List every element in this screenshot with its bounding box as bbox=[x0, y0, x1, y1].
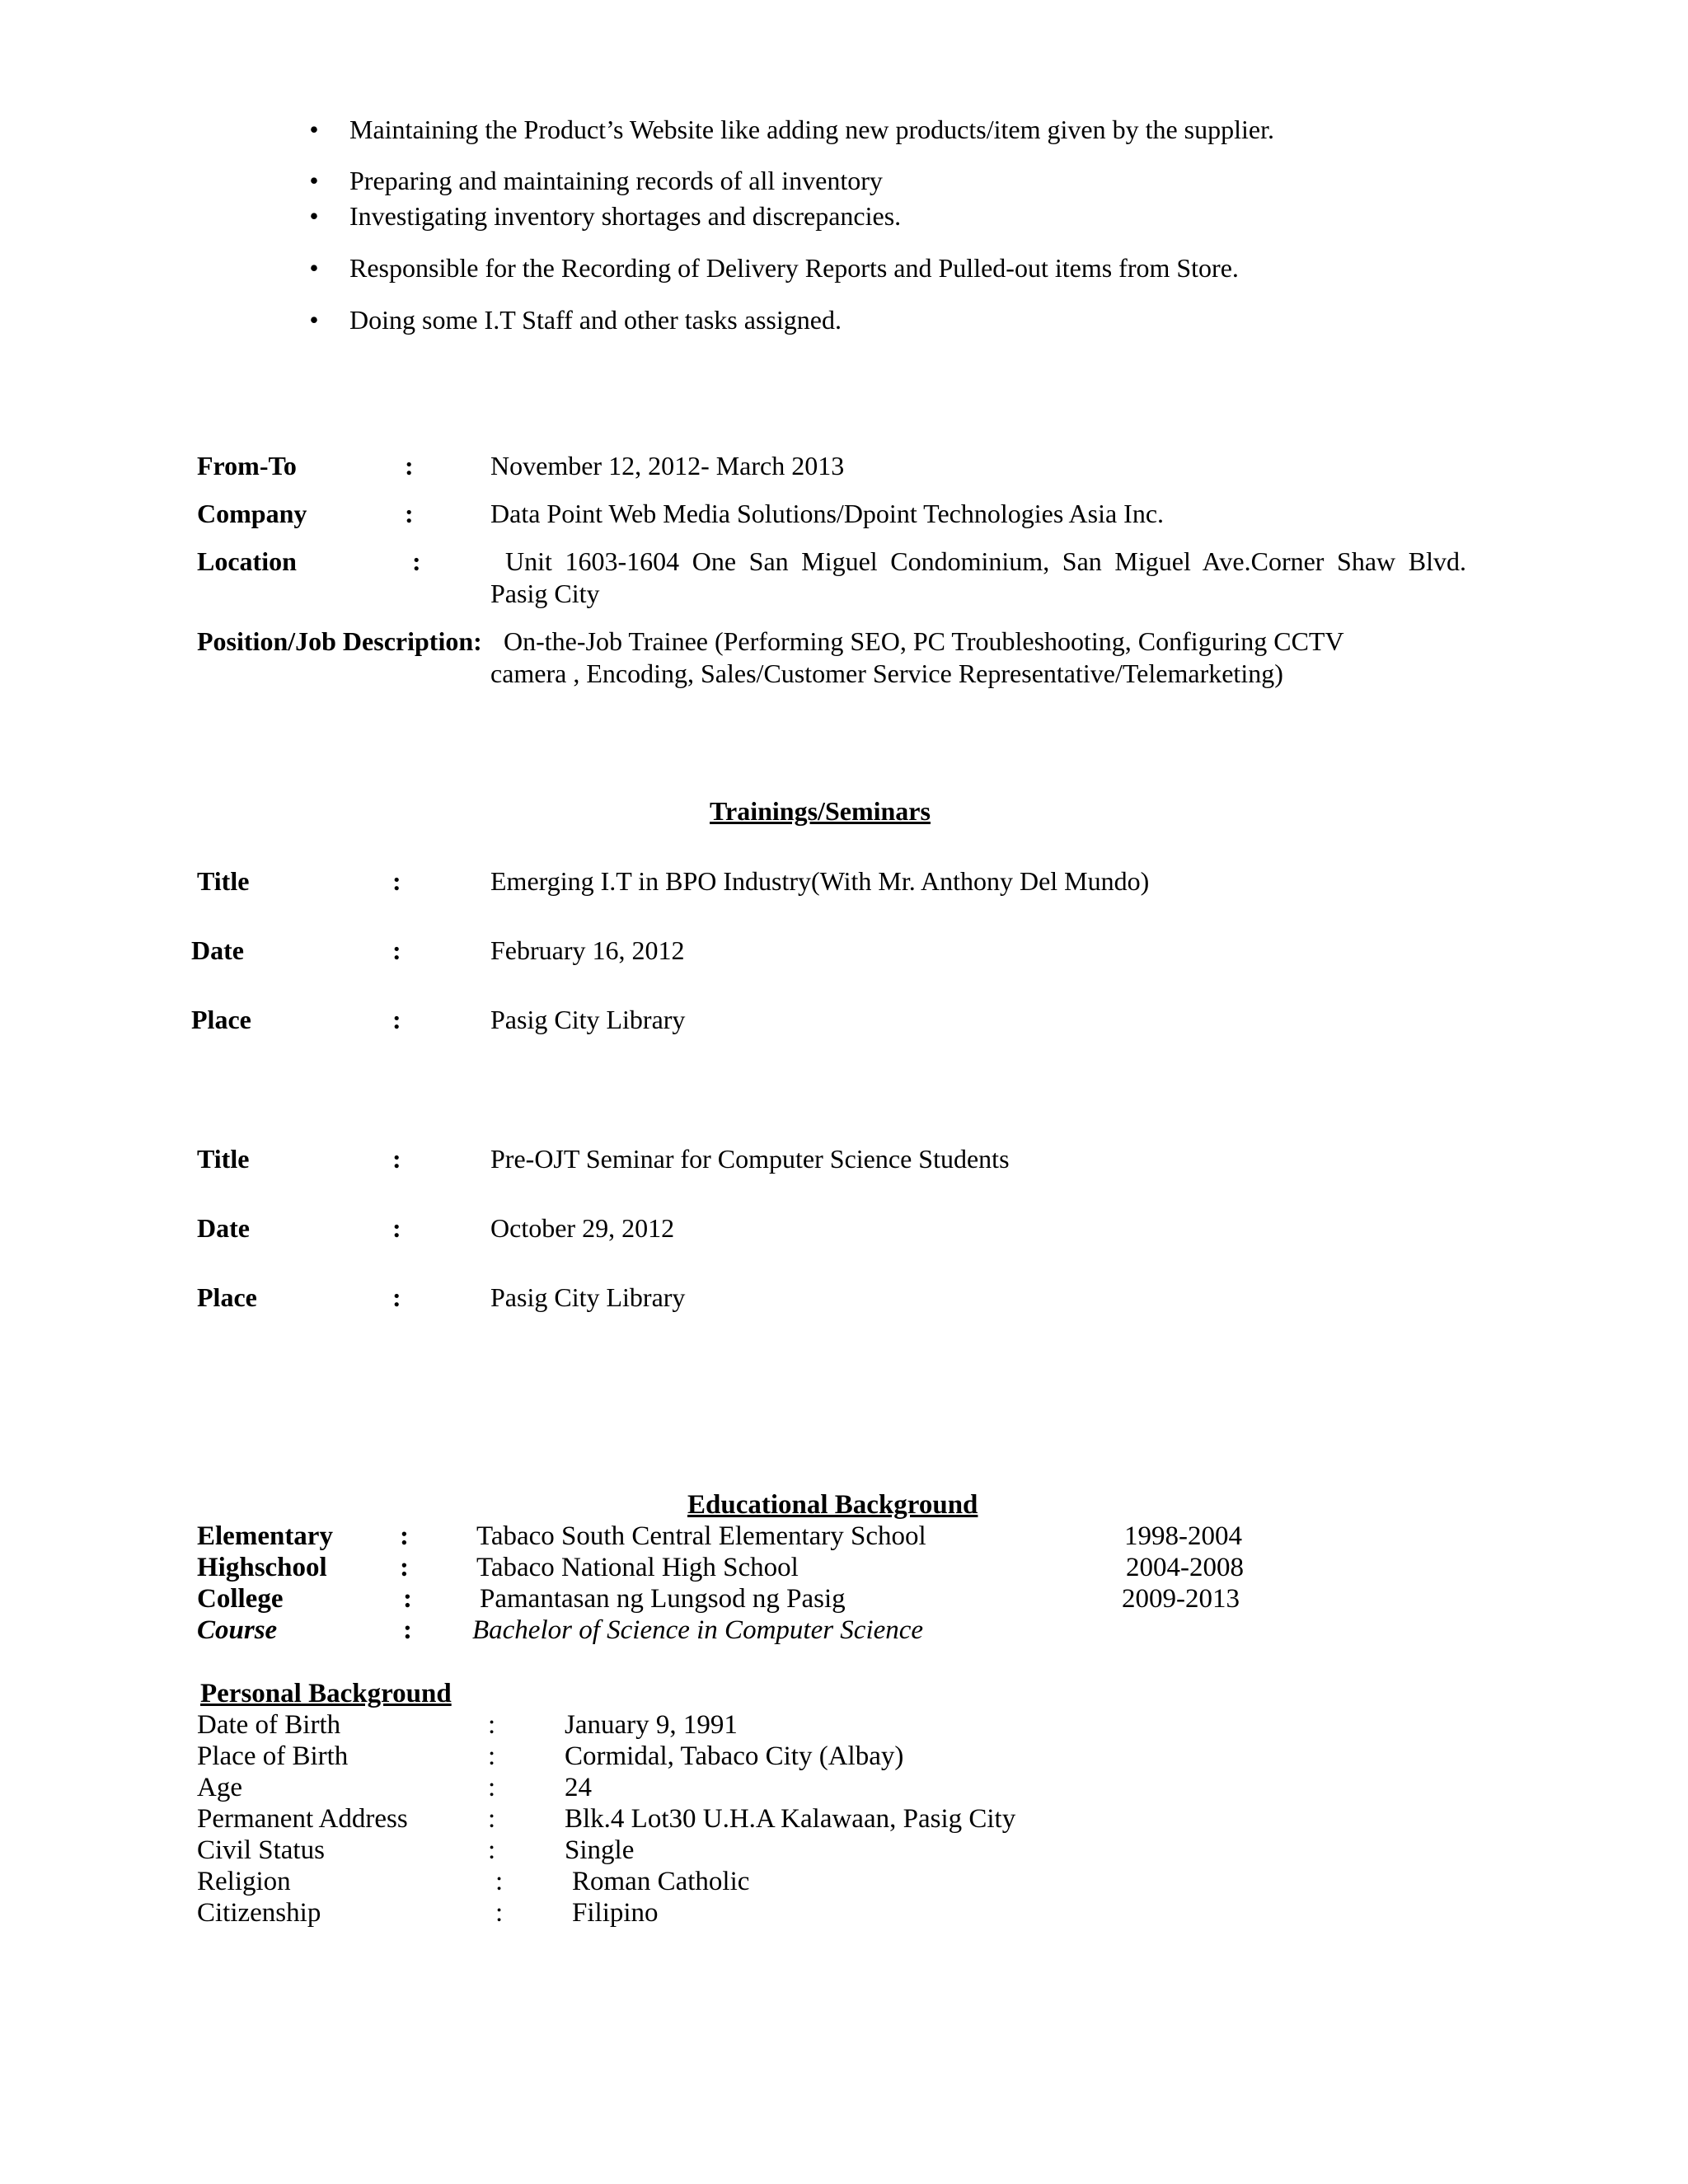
school-years: 2004-2008 bbox=[1126, 1553, 1244, 1582]
education-label: Elementary bbox=[197, 1521, 333, 1551]
position-label: Position/Job Description: bbox=[197, 626, 482, 656]
colon: : bbox=[400, 1521, 409, 1551]
personal-value: 24 bbox=[565, 1773, 592, 1802]
duty-text: Investigating inventory shortages and discrepancies. bbox=[349, 201, 902, 231]
training-place-label: Place bbox=[197, 1282, 257, 1312]
training-title-label: Title bbox=[197, 1144, 250, 1174]
colon: : bbox=[405, 499, 414, 528]
colon: : bbox=[405, 451, 414, 480]
duty-text: Maintaining the Product’s Website like adding new products/item given by the supplier. bbox=[349, 115, 1274, 144]
school-name: Tabaco South Central Elementary School bbox=[476, 1521, 926, 1551]
colon: : bbox=[392, 935, 401, 965]
training-title-label: Title bbox=[197, 866, 250, 896]
school-years: 1998-2004 bbox=[1124, 1521, 1242, 1551]
training-title: Pre-OJT Seminar for Computer Science Students bbox=[490, 1144, 1010, 1174]
colon: : bbox=[403, 1584, 412, 1614]
course-value: Bachelor of Science in Computer Science bbox=[472, 1615, 924, 1645]
personal-value: Filipino bbox=[572, 1898, 659, 1928]
personal-label: Date of Birth bbox=[197, 1710, 341, 1740]
from-to-label: From-To bbox=[197, 451, 297, 480]
personal-label: Age bbox=[197, 1773, 242, 1802]
company-value: Data Point Web Media Solutions/Dpoint Technologies Asia Inc. bbox=[490, 499, 1165, 528]
colon: : bbox=[495, 1898, 504, 1928]
colon: : bbox=[403, 1615, 412, 1645]
education-label: College bbox=[197, 1584, 284, 1614]
colon: : bbox=[488, 1835, 496, 1865]
colon: : bbox=[495, 1867, 504, 1896]
colon: : bbox=[488, 1804, 496, 1834]
duty-text: Preparing and maintaining records of all inventory bbox=[349, 166, 883, 195]
school-name: Tabaco National High School bbox=[476, 1553, 799, 1582]
colon: : bbox=[412, 546, 421, 576]
personal-label: Religion bbox=[197, 1867, 291, 1896]
duty-text: Responsible for the Recording of Delivery Reports and Pulled-out items from Store. bbox=[349, 253, 1239, 283]
company-label: Company bbox=[197, 499, 307, 528]
trainings-heading: Trainings/Seminars bbox=[710, 796, 931, 826]
bullet-icon: • bbox=[309, 166, 319, 195]
colon: : bbox=[488, 1710, 496, 1740]
training-place: Pasig City Library bbox=[490, 1282, 686, 1312]
personal-value: Single bbox=[565, 1835, 635, 1865]
colon: : bbox=[488, 1741, 496, 1771]
colon: : bbox=[392, 1144, 401, 1174]
colon: : bbox=[392, 866, 401, 896]
personal-value: Cormidal, Tabaco City (Albay) bbox=[565, 1741, 904, 1771]
bullet-icon: • bbox=[309, 201, 319, 231]
personal-label: Place of Birth bbox=[197, 1741, 349, 1771]
colon: : bbox=[392, 1005, 401, 1034]
bullet-icon: • bbox=[309, 115, 319, 144]
position-value: On-the-Job Trainee (Performing SEO, PC Troubleshooting, Configuring CCTV camera , Encoding, Sales/Customer Service Representative/Telemarketing) bbox=[490, 626, 1343, 688]
training-date-label: Date bbox=[197, 1213, 250, 1243]
training-date: October 29, 2012 bbox=[490, 1213, 675, 1243]
school-name: Pamantasan ng Lungsod ng Pasig bbox=[480, 1584, 846, 1614]
bullet-icon: • bbox=[309, 253, 319, 283]
training-date: February 16, 2012 bbox=[490, 935, 685, 965]
personal-heading: Personal Background bbox=[200, 1679, 452, 1708]
colon: : bbox=[392, 1213, 401, 1243]
training-place-label: Place bbox=[191, 1005, 251, 1034]
from-to-value: November 12, 2012- March 2013 bbox=[490, 451, 845, 480]
training-title: Emerging I.T in BPO Industry(With Mr. Anthony Del Mundo) bbox=[490, 866, 1150, 896]
colon: : bbox=[488, 1773, 496, 1802]
personal-label: Civil Status bbox=[197, 1835, 325, 1865]
school-years: 2009-2013 bbox=[1122, 1584, 1240, 1614]
bullet-icon: • bbox=[309, 305, 319, 335]
location-label: Location bbox=[197, 546, 297, 576]
training-date-label: Date bbox=[191, 935, 244, 965]
personal-value: January 9, 1991 bbox=[565, 1710, 738, 1740]
personal-value: Blk.4 Lot30 U.H.A Kalawaan, Pasig City bbox=[565, 1804, 1016, 1834]
personal-label: Citizenship bbox=[197, 1898, 321, 1928]
education-heading: Educational Background bbox=[687, 1490, 978, 1520]
training-place: Pasig City Library bbox=[490, 1005, 686, 1034]
location-value: Unit 1603-1604 One San Miguel Condominium, San Miguel Ave.Corner Shaw Blvd. Pasig City bbox=[490, 546, 1466, 608]
duty-text: Doing some I.T Staff and other tasks assigned. bbox=[349, 305, 842, 335]
personal-value: Roman Catholic bbox=[572, 1867, 750, 1896]
education-label: Highschool bbox=[197, 1553, 327, 1582]
course-label: Course bbox=[197, 1615, 278, 1645]
personal-label: Permanent Address bbox=[197, 1804, 408, 1834]
colon: : bbox=[400, 1553, 409, 1582]
colon: : bbox=[392, 1282, 401, 1312]
